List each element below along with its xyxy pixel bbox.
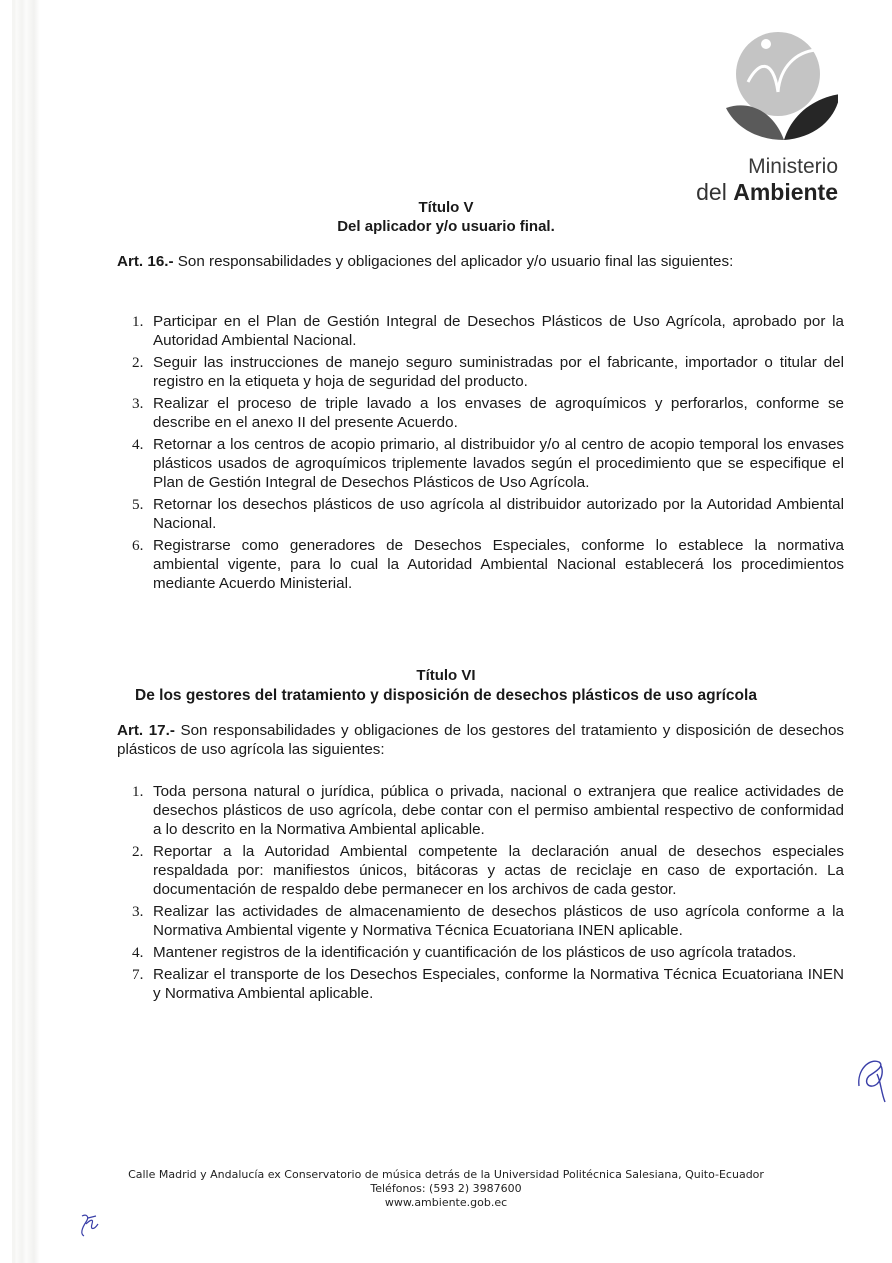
article-17-list (127, 782, 844, 1006)
list-item: 1. Toda persona natural o jurídica, pública o privada, nacional o extranjera que realice actividades de desechos plásticos de uso agrícola, debe contar con el permiso ambiental respectivo de conformidad a lo descrito en la Normativa Ambiental aplicable. (132, 783, 844, 838)
article-17-intro: Art. 17.- Son responsabilidades y obligaciones de los gestores del tratamiento y disposición de desechos plásticos de uso agrícola las siguientes: (117, 722, 845, 758)
list-item: 1. Participar en el Plan de Gestión Integral de Desechos Plásticos de Uso Agrícola, aprobado por la Autoridad Ambiental Nacional. (132, 313, 844, 349)
list-item: 3. Realizar el proceso de triple lavado a los envases de agroquímicos y perforarlos, conforme se describe en el anexo II del presente Acuerdo. (132, 395, 844, 431)
list-item: 2. Seguir las instrucciones de manejo seguro suministradas por el fabricante, importador o titular del registro en la etiqueta y hoja de seguridad del producto. (132, 354, 844, 390)
ministerio-logo (690, 22, 860, 205)
list-item: 2. Reportar a la Autoridad Ambiental competente la declaración anual de desechos especiales respaldada por: manifiestos únicos, bitácoras y actas de reciclaje en caso de exportación. La documentación de respaldo debe permanecer en los archivos de cada gestor. (132, 843, 844, 898)
list-item: 4. Mantener registros de la identificación y cuantificación de los plásticos de uso agrícola tratados. (132, 944, 797, 961)
section-title-v: Título V (418, 199, 474, 216)
scan-edge-shadow (12, 0, 40, 1263)
article-17-label: Art. 17.- (117, 722, 175, 739)
list-item: 4. Retornar a los centros de acopio primario, al distribuidor y/o al centro de acopio temporal los envases plásticos usados de agroquímicos triplemente lavados según el procedimiento que se especifique el Plan de Gestión Integral de Desechos Plásticos de Uso Agrícola. (132, 436, 844, 491)
section-subtitle-v: Del aplicador y/o usuario final. (337, 218, 555, 235)
article-16-intro: Art. 16.- Son responsabilidades y obligaciones del aplicador y/o usuario final las siguientes: (117, 253, 734, 270)
initials-mark-icon (78, 1212, 102, 1240)
list-item: 5. Retornar los desechos plásticos de uso agrícola al distribuidor autorizado por la Autoridad Ambiental Nacional. (132, 496, 844, 532)
article-16-list (127, 312, 844, 596)
article-16-label: Art. 16.- (117, 253, 174, 270)
section-subtitle-vi: De los gestores del tratamiento y disposición de desechos plásticos de uso agrícola (135, 687, 757, 704)
leaf-flower-icon (718, 22, 838, 152)
footer-website[interactable]: www.ambiente.gob.ec (384, 1196, 508, 1209)
list-item: 6. Registrarse como generadores de Desechos Especiales, conforme lo establece la normativa ambiental vigente, para lo cual la Autoridad Ambiental Nacional establecerá los procedimientos mediante Acuerdo Ministerial. (132, 537, 844, 592)
footer-address: Calle Madrid y Andalucía ex Conservatorio de música detrás de la Universidad Politécnica Salesiana, Quito-Ecuador (128, 1168, 764, 1181)
logo-text-ministerio: Ministerio (748, 155, 838, 178)
section-title-vi: Título VI (416, 667, 476, 684)
list-item: 3. Realizar las actividades de almacenamiento de desechos plásticos de uso agrícola conforme a la Normativa Ambiental vigente y Normativa Técnica Ecuatoriana INEN aplicable. (132, 903, 844, 939)
signature-mark-icon (855, 1056, 891, 1104)
footer-phones: Teléfonos: (593 2) 3987600 (370, 1182, 522, 1195)
list-item: 7. Realizar el transporte de los Desechos Especiales, conforme la Normativa Técnica Ecuatoriana INEN y Normativa Ambiental aplicable. (132, 966, 844, 1002)
logo-text-del-ambiente: del Ambiente (696, 179, 838, 205)
